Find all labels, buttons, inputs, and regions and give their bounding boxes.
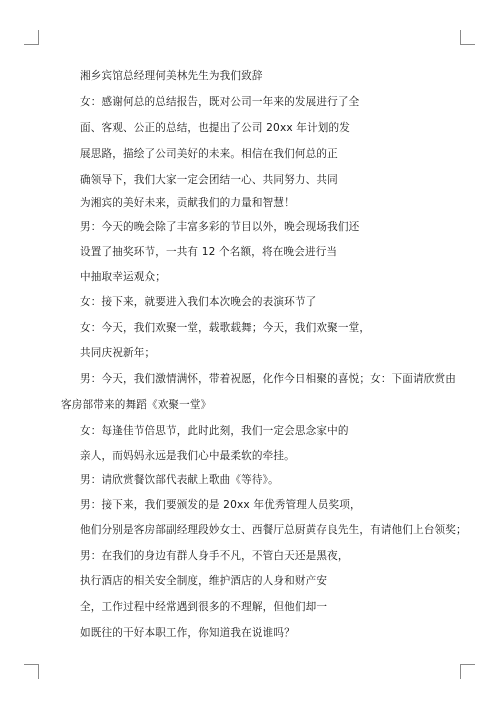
text-line: 男：今天，我们激情满怀，带着祝愿，化作今日相聚的喜悦；女：下面请欣赏由 [80,373,457,385]
text-line: 全，工作过程中经常遇到很多的不理解，但他们却一 [80,601,328,613]
text-line: 他们分别是客房部副经理段妙女士、西餐厅总厨黄存良先生，有请他们上台领奖； [80,524,467,536]
text-line: 女：感谢何总的总结报告，既对公司一年来的发展进行了全 [80,96,360,108]
text-line: 男：请欣赏餐饮部代表献上歌曲《等待》。 [80,474,279,486]
text-line: 女：每逢佳节倍思节，此时此刻，我们一定会思念家中的 [80,425,349,437]
text-line: 女：今天，我们欢聚一堂，载歌载舞；今天，我们欢聚一堂， [80,322,371,334]
crop-mark-top-left [24,30,39,45]
text-line: 男：今天的晚会除了丰富多彩的节目以外，晚会现场我们还 [80,221,360,233]
text-line: 如既往的干好本职工作，你知道我在说谁吗？ [80,627,295,639]
text-line: 湘乡宾馆总经理何美林先生为我们致辞 [80,70,263,82]
text-line: 展思路，描绘了公司美好的未来。相信在我们何总的正 [80,148,338,160]
text-line: 设置了抽奖环节，一共有 12 个名额，将在晚会进行当 [80,246,338,258]
text-line: 中抽取幸运观众； [80,271,166,283]
text-line: 面、客观、公正的总结，也提出了公司 20xx 年计划的发 [80,122,351,134]
crop-mark-bottom-left [24,664,39,679]
text-line: 客房部带来的舞蹈《欢聚一堂》 [61,399,212,411]
text-line: 执行酒店的相关安全制度，维护酒店的人身和财产安 [80,575,328,587]
crop-mark-top-right [460,30,475,45]
text-line: 亲人，而妈妈永远是我们心中最柔软的牵挂。 [80,450,295,462]
text-line: 确领导下，我们大家一定会团结一心、共同努力、共同 [80,174,338,186]
text-line: 共同庆祝新年； [80,347,156,359]
text-line: 男：在我们的身边有群人身手不凡，不管白天还是黑夜， [80,550,349,562]
text-line: 女：接下来，就要进入我们本次晚会的表演环节了 [80,296,317,308]
crop-mark-bottom-right [460,664,475,679]
text-line: 为湘宾的美好未来，贡献我们的力量和智慧！ [80,197,295,209]
text-line: 男：接下来，我们要颁发的是 20xx 年优秀管理人员奖项， [80,499,361,511]
